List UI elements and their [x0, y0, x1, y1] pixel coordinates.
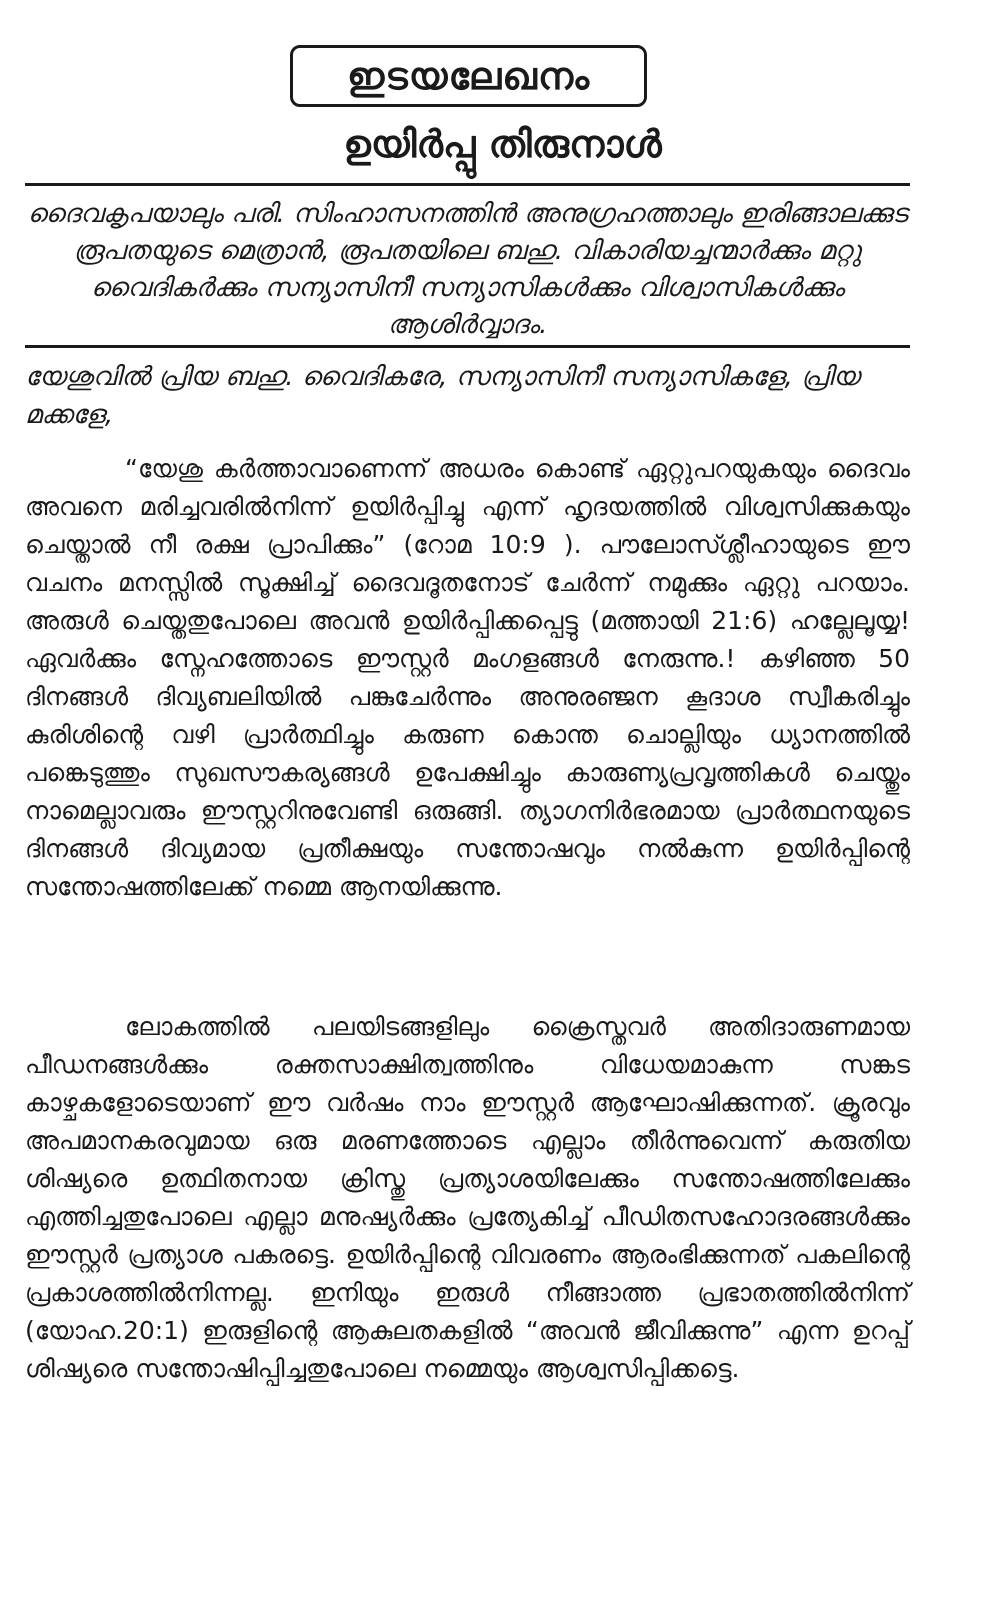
greeting-text: യേശുവിൽ പ്രിയ ബഹു. വൈദികരേ, സന്യാസിനീ സന്യാസികളേ, പ്രിയ മക്കളേ,: [25, 362, 860, 430]
letter-title-box: [290, 45, 647, 107]
body-paragraph-1: “യേശു കർത്താവാണെന്ന് അധരം കൊണ്ട് ഏറ്റുപറയുകയും ദൈവം അവനെ മരിച്ചവരിൽനിന്ന് ഉയിർപ്പിച്ചു എന്ന് ഹൃദയത്തിൽ വിശ്വസിക്കുകയും ചെയ്താൽ നീ രക്ഷ പ്രാപിക്കും” (റോമ 10:9 ). പൗലോസ്ശ്ലീഹായുടെ ഈ വചനം മനസ്സിൽ സൂക്ഷിച്ച് ദൈവദൂതനോട് ചേർന്ന് നമുക്കും ഏറ്റു പറയാം. അരുൾ ചെയ്തതുപോലെ അവൻ ഉയിർപ്പിക്കപ്പെട്ടു (മത്തായി 21:6) ഹല്ലേലൂയ്യ! ഏവർക്കും സ്നേഹത്തോടെ ഈസ്റ്റർ മംഗളങ്ങൾ നേരുന്നു.! കഴിഞ്ഞ 50 ദിനങ്ങൾ ദിവ്യബലിയിൽ പങ്കുചേർന്നും അനുരഞ്ജന കൂദാശ സ്വീകരിച്ചും കുരിശിന്റെ വഴി പ്രാർത്ഥിച്ചും കരുണ കൊന്ത ചൊല്ലിയും ധ്യാനത്തിൽ പങ്കെടുത്തും സുഖസൗകര്യങ്ങൾ ഉപേക്ഷിച്ചും കാരുണ്യപ്രവൃത്തികൾ ചെയ്തും നാമെല്ലാവരും ഈസ്റ്ററിനുവേണ്ടി ഒരുങ്ങി. ത്യാഗനിർഭരമായ പ്രാർത്ഥനയുടെ ദിനങ്ങൾ ദിവ്യമായ പ്രതീക്ഷയും സന്തോഷവും നൽകുന്ന ഉയിർപ്പിന്റെ സന്തോഷത്തിലേക്ക് നമ്മെ ആനയിക്കുന്നു.: [25, 454, 910, 901]
body-paragraph-2: ലോകത്തിൽ പലയിടങ്ങളിലും ക്രൈസ്തവർ അതിദാരുണമായ പീഡനങ്ങൾക്കും രക്തസാക്ഷിത്വത്തിനും വിധേയമാകുന്ന സങ്കട കാഴ്ചകളോടെയാണ് ഈ വർഷം നാം ഈസ്റ്റർ ആഘോഷിക്കുന്നത്. ക്രൂരവും അപമാനകരവുമായ ഒരു മരണത്തോടെ എല്ലാം തീർന്നുവെന്ന് കരുതിയ ശിഷ്യരെ ഉത്ഥിതനായ ക്രിസ്തു പ്രത്യാശയിലേക്കും സന്തോഷത്തിലേക്കും എത്തിച്ചതുപോലെ എല്ലാ മനുഷ്യർക്കും പ്രത്യേകിച്ച് പീഡിതസഹോദരങ്ങൾക്കും ഈസ്റ്റർ പ്രത്യാശ പകരട്ടെ. ഉയിർപ്പിന്റെ വിവരണം ആരംഭിക്കുന്നത് പകലിന്റെ പ്രകാശത്തിൽനിന്നല്ല. ഇനിയും ഇരുൾ നീങ്ങാത്ത പ്രഭാതത്തിൽനിന്ന് (യോഹ.20:1) ഇരുളിന്റെ ആകുലതകളിൽ “അവൻ ജീവിക്കുന്നു” എന്ന ഉറപ്പ് ശിഷ്യരെ സന്തോഷിപ്പിച്ചതുപോലെ നമ്മെയും ആശ്വസിപ്പിക്കട്ടെ.: [25, 1012, 910, 1383]
letter-title: ഇടയലേഖനം: [346, 53, 591, 98]
top-divider: [25, 183, 910, 186]
letter-subtitle: ഉയിർപ്പു തിരുനാൾ: [343, 122, 662, 166]
blessing-text: ദൈവകൃപയാലും പരി. സിംഹാസനത്തിൻ അനുഗ്രഹത്താലും ഇരിങ്ങാലക്കുട രൂപതയുടെ മെത്രാൻ, രൂപതയിലെ ബഹു. വികാരിയച്ചന്മാർക്കും മറ്റു വൈദികർക്കും സന്യാസിനീ സന്യാസികൾക്കും വിശ്വാസികൾക്കും ആശിർവ്വാദം.: [27, 199, 908, 340]
bottom-divider: [25, 345, 910, 348]
